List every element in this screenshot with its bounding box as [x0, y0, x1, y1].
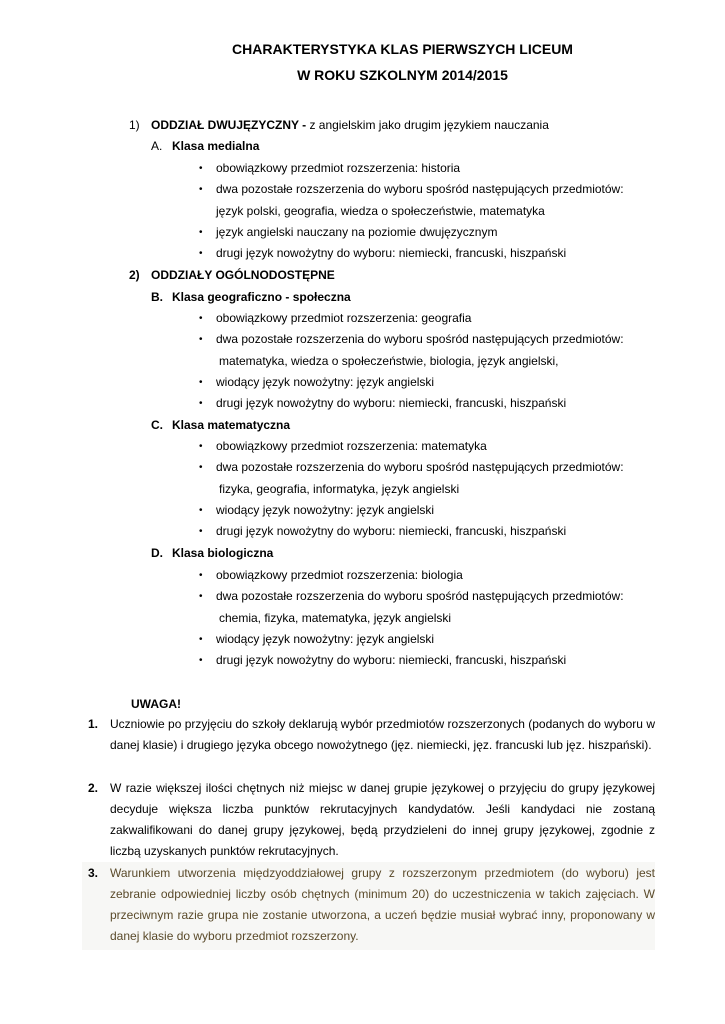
note-3-number: 3.	[88, 866, 99, 880]
class-c-bullet-1: obowiązkowy przedmiot rozszerzenia: matematyka	[216, 439, 487, 453]
section-2-heading: ODDZIAŁY OGÓLNODOSTĘPNE	[151, 268, 335, 282]
bullet-icon: •	[199, 248, 203, 259]
note-2-text: W razie większej ilości chętnych niż miejsc w danej grupie językowej o przyjęciu do grupy językowej decyduje większa liczba punktów rekrutacyjnych kandydatów. Jeśli kandydaci nie zostaną zakwalifikowani do danej grupy językowej, będą przydzieleni do innej grupy językowej, zgodnie z liczbą uzyskanych punktów rekrutacyjnych.	[110, 781, 655, 858]
section-1-heading-rest: z angielskim jako drugim językiem nauczania	[306, 118, 549, 132]
bullet-icon: •	[199, 634, 203, 645]
class-c-bullet-2: dwa pozostałe rozszerzenia do wyboru spośród następujących przedmiotów:	[216, 460, 624, 474]
class-b-name: Klasa geograficzno - społeczna	[172, 290, 351, 304]
class-c-bullet-3: wiodący język nowożytny: język angielski	[216, 503, 435, 517]
class-a-bullet-2-continuation: język polski, geografia, wiedza o społeczeństwie, matematyka	[216, 204, 545, 218]
class-b-bullet-1: obowiązkowy przedmiot rozszerzenia: geografia	[216, 311, 472, 325]
class-b-bullet-2-continuation: matematyka, wiedza o społeczeństwie, biologia, język angielski,	[219, 354, 559, 368]
bullet-icon: •	[199, 184, 203, 195]
class-c-bullet-4: drugi język nowożytny do wyboru: niemiecki, francuski, hiszpański	[216, 524, 567, 538]
bullet-icon: •	[199, 462, 203, 473]
bullet-icon: •	[199, 398, 203, 409]
class-a-name: Klasa medialna	[172, 139, 260, 153]
bullet-icon: •	[199, 570, 203, 581]
class-a-bullet-3: język angielski nauczany na poziomie dwujęzycznym	[216, 225, 498, 239]
bullet-icon: •	[199, 163, 203, 174]
class-b-bullet-3: wiodący język nowożytny: język angielski	[216, 375, 435, 389]
section-1-heading-bold: ODDZIAŁ DWUJĘZYCZNY -	[151, 118, 307, 132]
class-d-bullet-4: drugi język nowożytny do wyboru: niemiecki, francuski, hiszpański	[216, 653, 567, 667]
document-title-line-1: CHARAKTERYSTYKA KLAS PIERWSZYCH LICEUM	[232, 41, 573, 57]
document-title-line-2: W ROKU SZKOLNYM 2014/2015	[297, 67, 508, 83]
class-c-letter: C.	[151, 418, 163, 432]
class-d-bullet-3: wiodący język nowożytny: język angielski	[216, 632, 435, 646]
note-3-text: Warunkiem utworzenia międzyoddziałowej grupy z rozszerzonym przedmiotem (do wyboru) jest zebranie odpowiedniej liczby osób chętnych (minimum 20) do uczestniczenia w takich zajęciach. W przeciwnym razie grupa nie zostanie utworzona, a uczeń będzie musiał wybrać inny, proponowany w danej klasie do wyboru przedmiot rozszerzony.	[110, 866, 655, 943]
notes-heading: UWAGA!	[131, 697, 181, 711]
note-1-text: Uczniowie po przyjęciu do szkoły deklarują wybór przedmiotów rozszerzonych (podanych do wyboru w danej klasie) i drugiego języka obcego nowożytnego (jęz. niemiecki, jęz. francuski lub jęz. hiszpański).	[110, 717, 655, 752]
bullet-icon: •	[199, 655, 203, 666]
class-a-letter: A.	[151, 139, 163, 153]
class-d-bullet-2-continuation: chemia, fizyka, matematyka, język angielski	[219, 611, 452, 625]
bullet-icon: •	[199, 313, 203, 324]
class-a-bullet-4: drugi język nowożytny do wyboru: niemiecki, francuski, hiszpański	[216, 246, 567, 260]
bullet-icon: •	[199, 441, 203, 452]
bullet-icon: •	[199, 227, 203, 238]
section-2-number: 2)	[129, 268, 140, 282]
bullet-icon: •	[199, 334, 203, 345]
class-c-bullet-2-continuation: fizyka, geografia, informatyka, język angielski	[219, 482, 460, 496]
bullet-icon: •	[199, 377, 203, 388]
section-1-heading	[151, 118, 549, 132]
class-d-bullet-2: dwa pozostałe rozszerzenia do wyboru spośród następujących przedmiotów:	[216, 589, 624, 603]
bullet-icon: •	[199, 591, 203, 602]
section-1-number: 1)	[129, 118, 140, 132]
class-b-bullet-4: drugi język nowożytny do wyboru: niemiecki, francuski, hiszpański	[216, 396, 567, 410]
class-c-name: Klasa matematyczna	[172, 418, 291, 432]
note-2-number: 2.	[88, 781, 99, 795]
bullet-icon: •	[199, 526, 203, 537]
bullet-icon: •	[199, 505, 203, 516]
class-a-bullet-1: obowiązkowy przedmiot rozszerzenia: historia	[216, 161, 461, 175]
class-d-bullet-1: obowiązkowy przedmiot rozszerzenia: biologia	[216, 568, 463, 582]
class-b-bullet-2: dwa pozostałe rozszerzenia do wyboru spośród następujących przedmiotów:	[216, 332, 624, 346]
class-a-bullet-2: dwa pozostałe rozszerzenia do wyboru spośród następujących przedmiotów:	[216, 182, 624, 196]
class-d-name: Klasa biologiczna	[172, 546, 274, 560]
class-b-letter: B.	[151, 290, 163, 304]
class-d-letter: D.	[151, 546, 163, 560]
note-1-number: 1.	[88, 717, 99, 731]
